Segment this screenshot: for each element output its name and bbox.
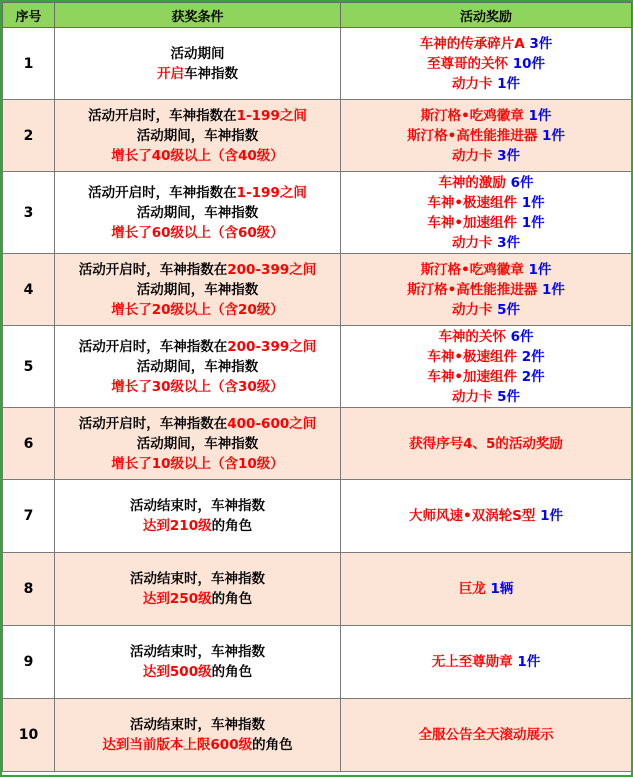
reward-cell-line <box>341 106 631 126</box>
text-segment: 活动开启时，车神指数在 <box>78 338 228 355</box>
text-segment: 活动结束时，车神指数 <box>130 498 265 514</box>
text-segment: 至尊哥的关怀 <box>427 55 513 72</box>
text-segment: 车神•加速组件 <box>427 368 522 385</box>
row-index: 5 <box>3 326 55 408</box>
text-segment: 达到250级 <box>142 591 212 607</box>
reward-cell-line <box>341 506 631 526</box>
text-segment: 活动开启时，车神指数在 <box>78 261 228 278</box>
text-segment: 活动结束时，车神指数 <box>130 571 265 587</box>
text-segment: 的角色 <box>211 591 253 607</box>
text-segment: 活动开启时，车神指数在 <box>78 415 228 432</box>
table-row <box>3 408 632 480</box>
text-segment: 3件 <box>497 147 521 164</box>
reward-cell-line <box>341 280 631 300</box>
table-row <box>3 480 632 553</box>
text-segment: 活动结束时，车神指数 <box>130 717 265 733</box>
text-segment: 6件 <box>510 328 534 345</box>
row-index: 1 <box>3 28 55 100</box>
condition-cell <box>55 626 341 699</box>
text-segment: 获得序号4、5的活动奖励 <box>409 435 563 452</box>
condition-cell-line <box>55 260 340 280</box>
condition-cell <box>55 326 341 408</box>
text-segment: 达到210级 <box>142 518 212 534</box>
condition-cell-line <box>55 662 340 682</box>
row-index: 4 <box>3 254 55 326</box>
text-segment: 动力卡 <box>451 301 498 318</box>
text-segment: 活动期间，车神指数 <box>136 127 259 144</box>
text-segment: 1件 <box>528 261 552 278</box>
condition-cell-line <box>55 203 340 223</box>
reward-cell-line <box>341 74 631 94</box>
text-segment: 车神的激励 <box>438 174 511 191</box>
text-segment: 活动结束时，车神指数 <box>130 644 265 660</box>
condition-cell-line <box>55 126 340 146</box>
condition-cell-line <box>55 454 340 474</box>
row-index: 8 <box>3 553 55 626</box>
text-segment: 车神的传承碎片A <box>419 35 530 52</box>
condition-cell-line <box>55 223 340 243</box>
text-segment: 动力卡 <box>451 234 498 251</box>
text-segment: 的角色 <box>211 664 253 680</box>
condition-cell-line <box>55 146 340 166</box>
reward-cell-line <box>341 434 631 454</box>
header-reward: 活动奖励 <box>341 3 632 28</box>
reward-cell-line <box>341 367 631 387</box>
table-row <box>3 172 632 254</box>
reward-cell-line <box>341 173 631 193</box>
text-segment: 增长了20级以上（含20级） <box>111 301 284 318</box>
text-segment: 车神指数 <box>184 65 238 82</box>
text-segment: 1件 <box>528 107 552 124</box>
reward-cell <box>341 699 632 772</box>
text-segment: 开启 <box>157 65 184 82</box>
text-segment: 200-399之间 <box>227 261 317 278</box>
condition-cell-line <box>55 280 340 300</box>
text-segment: 增长了40级以上（含40级） <box>111 147 284 164</box>
text-segment: 活动开启时，车神指数在 <box>88 184 237 201</box>
text-segment: 增长了10级以上（含10级） <box>111 455 284 472</box>
text-segment: 车神的关怀 <box>438 328 511 345</box>
condition-cell-line <box>55 642 340 662</box>
text-segment: 3件 <box>497 234 521 251</box>
text-segment: 活动期间，车神指数 <box>136 204 259 221</box>
header-row <box>3 3 632 28</box>
text-segment: 达到500级 <box>142 664 212 680</box>
reward-cell-line <box>341 387 631 407</box>
row-index: 7 <box>3 480 55 553</box>
text-segment: 1件 <box>541 127 565 144</box>
reward-cell <box>341 408 632 480</box>
text-segment: 6件 <box>510 174 534 191</box>
reward-cell <box>341 326 632 408</box>
condition-cell-line <box>55 516 340 536</box>
text-segment: 无上至尊勋章 <box>431 654 518 670</box>
text-segment: 大师风速•双涡轮S型 <box>409 508 541 524</box>
condition-cell-line <box>55 377 340 397</box>
text-segment: 车神•极速组件 <box>427 194 522 211</box>
text-segment: 斯汀格•吃鸡徽章 <box>420 261 529 278</box>
text-segment: 3件 <box>529 35 553 52</box>
text-segment: 2件 <box>521 368 545 385</box>
text-segment: 1件 <box>497 75 521 92</box>
condition-cell-line <box>55 106 340 126</box>
text-segment: 斯汀格•高性能推进器 <box>407 281 542 298</box>
table-row <box>3 254 632 326</box>
condition-cell-line <box>55 569 340 589</box>
reward-cell-line <box>341 347 631 367</box>
reward-cell-line <box>341 233 631 253</box>
text-segment: 10件 <box>512 55 545 72</box>
text-segment: 达到当前版本上限600级 <box>102 737 253 753</box>
reward-cell-line <box>341 652 631 672</box>
condition-cell-line <box>55 589 340 609</box>
text-segment: 200-399之间 <box>227 338 317 355</box>
reward-table <box>2 2 632 772</box>
condition-cell-line <box>55 300 340 320</box>
text-segment: 斯汀格•高性能推进器 <box>407 127 542 144</box>
text-segment: 1件 <box>540 508 563 524</box>
table-row <box>3 699 632 772</box>
text-segment: 400-600之间 <box>227 415 317 432</box>
text-segment: 的角色 <box>211 518 253 534</box>
text-segment: 1件 <box>521 194 545 211</box>
reward-cell-line <box>341 260 631 280</box>
text-segment: 2件 <box>521 348 545 365</box>
text-segment: 车神•极速组件 <box>427 348 522 365</box>
condition-cell-line <box>55 64 340 84</box>
text-segment: 增长了60级以上（含60级） <box>111 224 284 241</box>
text-segment: 1件 <box>521 214 545 231</box>
reward-cell-line <box>341 126 631 146</box>
text-segment: 斯汀格•吃鸡徽章 <box>420 107 529 124</box>
condition-cell <box>55 408 341 480</box>
condition-cell <box>55 172 341 254</box>
text-segment: 5件 <box>497 388 521 405</box>
text-segment: 1辆 <box>490 581 514 597</box>
reward-cell-line <box>341 146 631 166</box>
reward-cell <box>341 480 632 553</box>
text-segment: 1件 <box>541 281 565 298</box>
text-segment: 的角色 <box>252 737 293 753</box>
reward-cell-line <box>341 34 631 54</box>
text-segment: 活动开启时，车神指数在 <box>88 107 237 124</box>
text-segment: 动力卡 <box>451 147 498 164</box>
table-body <box>3 28 632 772</box>
header-index: 序号 <box>3 3 55 28</box>
header-condition: 获奖条件 <box>55 3 341 28</box>
table-row <box>3 28 632 100</box>
text-segment: 活动期间，车神指数 <box>136 435 259 452</box>
condition-cell <box>55 254 341 326</box>
text-segment: 车神•加速组件 <box>427 214 522 231</box>
condition-cell-line <box>55 434 340 454</box>
condition-cell-line <box>55 337 340 357</box>
text-segment: 1件 <box>517 654 541 670</box>
reward-cell-line <box>341 725 631 745</box>
text-segment: 活动期间，车神指数 <box>136 358 259 375</box>
condition-cell-line <box>55 496 340 516</box>
condition-cell <box>55 699 341 772</box>
text-segment: 1-199之间 <box>236 184 307 201</box>
condition-cell-line <box>55 715 340 735</box>
condition-cell-line <box>55 183 340 203</box>
text-segment: 5件 <box>497 301 521 318</box>
row-index: 2 <box>3 100 55 172</box>
reward-cell <box>341 626 632 699</box>
text-segment: 活动期间 <box>170 45 225 62</box>
condition-cell-line <box>55 414 340 434</box>
table-row <box>3 626 632 699</box>
reward-cell <box>341 100 632 172</box>
table-row <box>3 326 632 408</box>
text-segment: 巨龙 <box>458 581 491 597</box>
row-index: 10 <box>3 699 55 772</box>
reward-cell-line <box>341 579 631 599</box>
text-segment: 动力卡 <box>451 75 498 92</box>
table-row <box>3 553 632 626</box>
reward-cell <box>341 172 632 254</box>
text-segment: 增长了30级以上（含30级） <box>111 378 284 395</box>
condition-cell <box>55 28 341 100</box>
table-row <box>3 100 632 172</box>
text-segment: 动力卡 <box>451 388 498 405</box>
reward-cell <box>341 28 632 100</box>
text-segment: 全服公告全天滚动展示 <box>418 727 554 743</box>
condition-cell <box>55 553 341 626</box>
row-index: 9 <box>3 626 55 699</box>
reward-cell <box>341 254 632 326</box>
condition-cell <box>55 480 341 553</box>
reward-cell-line <box>341 193 631 213</box>
text-segment: 活动期间，车神指数 <box>136 281 259 298</box>
reward-cell <box>341 553 632 626</box>
condition-cell-line <box>55 357 340 377</box>
reward-cell-line <box>341 213 631 233</box>
reward-cell-line <box>341 327 631 347</box>
reward-cell-line <box>341 300 631 320</box>
text-segment: 1-199之间 <box>236 107 307 124</box>
condition-cell-line <box>55 735 340 755</box>
condition-cell <box>55 100 341 172</box>
row-index: 6 <box>3 408 55 480</box>
condition-cell-line <box>55 44 340 64</box>
row-index: 3 <box>3 172 55 254</box>
reward-cell-line <box>341 54 631 74</box>
